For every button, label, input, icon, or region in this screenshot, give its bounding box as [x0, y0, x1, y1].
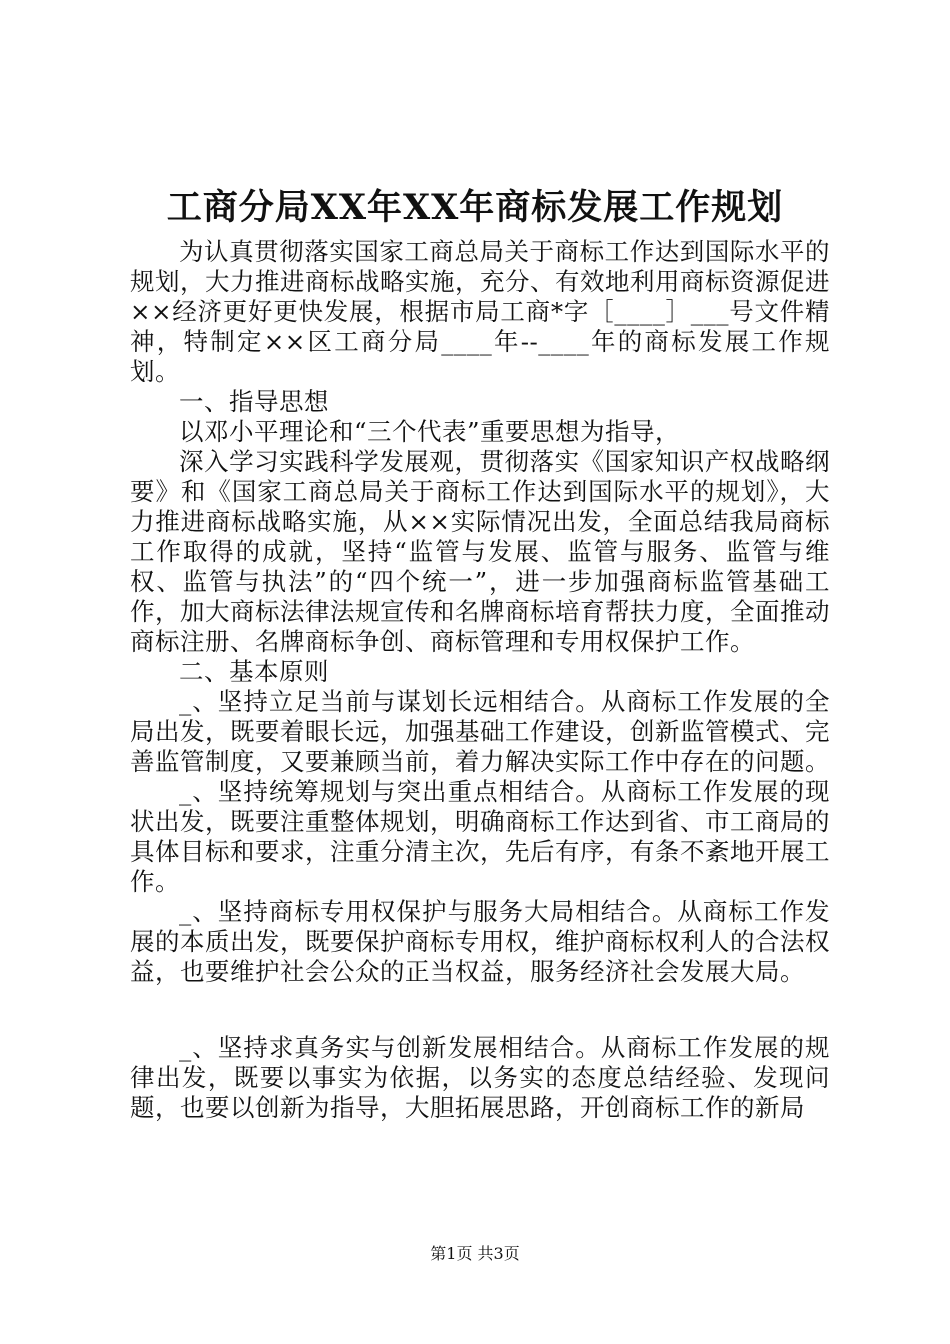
intro-paragraph: 为认真贯彻落实国家工商总局关于商标工作达到国际水平的规划，大力推进商标战略实施，充分、有效地利用商标资源促进××经济更好更快发展，根据市局工商*字［____］___号文件精神，特制定××区工商分局____年--____年的商标发展工作规划。 — [130, 237, 830, 386]
guiding-ideology-paragraph-2: 深入学习实践科学发展观，贯彻落实《国家知识产权战略纲要》和《国家工商总局关于商标工作达到国际水平的规划》，大力推进商标战略实施，从××实际情况出发，全面总结我局商标工作取得的成就，坚持“监管与发展、监管与服务、监管与维权、监管与执法”的“四个统一”，进一步加强商标监管基础工作，加大商标法律法规宣传和名牌商标培育帮扶力度，全面推动商标注册、名牌商标争创、商标管理和专用权保护工作。 — [130, 447, 830, 656]
paragraph-spacer — [130, 987, 830, 1033]
principle-paragraph-1: _、坚持立足当前与谋划长远相结合。从商标工作发展的全局出发，既要着眼长远，加强基础工作建设，创新监管模式、完善监管制度，又要兼顾当前，着力解决实际工作中存在的问题。 — [130, 687, 830, 776]
guiding-ideology-paragraph-1: 以邓小平理论和“三个代表”重要思想为指导， — [179, 417, 681, 446]
principle-paragraph-4: _、坚持求真务实与创新发展相结合。从商标工作发展的规律出发，既要以事实为依据，以务实的态度总结经验、发现问题，也要以创新为指导，大胆拓展思路，开创商标工作的新局 — [130, 1033, 830, 1122]
document-title: 工商分局XX年XX年商标发展工作规划 — [166, 187, 784, 228]
page-footer: 第1页 共3页 — [430, 1244, 520, 1263]
section-heading-basic-principles: 二、基本原则 — [179, 657, 329, 686]
document-body — [130, 237, 830, 1123]
principle-paragraph-3: _、坚持商标专用权保护与服务大局相结合。从商标工作发展的本质出发，既要保护商标专用权，维护商标权利人的合法权益，也要维护社会公众的正当权益，服务经济社会发展大局。 — [130, 897, 830, 986]
section-heading-guiding-ideology: 一、指导思想 — [179, 387, 329, 416]
principle-paragraph-2: _、坚持统筹规划与突出重点相结合。从商标工作发展的现状出发，既要注重整体规划，明确商标工作达到省、市工商局的具体目标和要求，注重分清主次，先后有序，有条不紊地开展工作。 — [130, 777, 830, 896]
